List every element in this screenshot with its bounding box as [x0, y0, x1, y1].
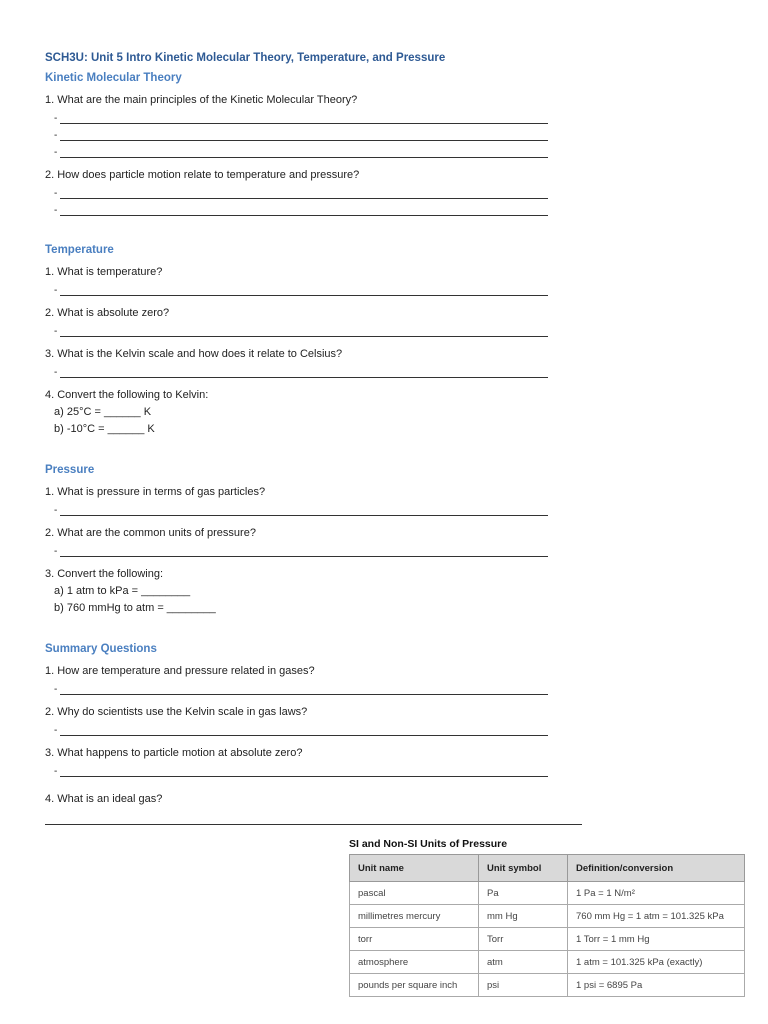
answer-line[interactable]: [54, 186, 735, 199]
table-cell: 1 Pa = 1 N/m²: [568, 882, 745, 905]
table-cell: 1 atm = 101.325 kPa (exactly): [568, 951, 745, 974]
table-header: Unit symbol: [479, 855, 568, 882]
dash: -: [54, 188, 58, 199]
section-heading-kmt: Kinetic Molecular Theory: [45, 72, 182, 84]
table-header: Definition/conversion: [568, 855, 745, 882]
table-cell: Torr: [479, 928, 568, 951]
dash: -: [54, 113, 58, 124]
question-kmt-1: 1. What are the main principles of the Kinetic Molecular Theory?: [45, 94, 358, 106]
question-temp-3: 3. What is the Kelvin scale and how does it relate to Celsius?: [45, 348, 343, 360]
question-summary-1: 1. How are temperature and pressure related in gases?: [45, 665, 315, 677]
table-header-row: [350, 855, 745, 882]
table-cell: psi: [479, 974, 568, 997]
dash: -: [54, 766, 58, 777]
table-row: [350, 974, 745, 997]
dash: -: [54, 546, 58, 557]
section-heading-pressure: Pressure: [45, 464, 95, 476]
answer-line[interactable]: [54, 111, 735, 124]
dash: -: [54, 725, 58, 736]
table-cell: atm: [479, 951, 568, 974]
answer-line[interactable]: [54, 283, 735, 296]
answer-line[interactable]: [54, 145, 735, 158]
dash: -: [54, 684, 58, 695]
dash: -: [54, 147, 58, 158]
units-table-figure: [349, 838, 746, 997]
answer-line[interactable]: [54, 723, 735, 736]
dash: -: [54, 367, 58, 378]
answer-line[interactable]: [54, 203, 735, 216]
question-temp-2: 2. What is absolute zero?: [45, 307, 170, 319]
units-table: [349, 854, 745, 997]
question-summary-2: 2. Why do scientists use the Kelvin scale in gas laws?: [45, 706, 308, 718]
table-cell: 1 Torr = 1 mm Hg: [568, 928, 745, 951]
question-pressure-3a[interactable]: a) 1 atm to kPa = ________: [54, 585, 191, 597]
question-temp-4b[interactable]: b) -10°C = ______ K: [54, 423, 155, 435]
table-row: [350, 928, 745, 951]
answer-line[interactable]: [54, 682, 735, 695]
question-summary-4: 4. What is an ideal gas?: [45, 793, 163, 805]
section-heading-temperature: Temperature: [45, 244, 114, 256]
question-pressure-3b[interactable]: b) 760 mmHg to atm = ________: [54, 602, 216, 614]
answer-line[interactable]: [54, 764, 735, 777]
table-cell: millimetres mercury: [350, 905, 479, 928]
dash: -: [54, 130, 58, 141]
question-pressure-1: 1. What is pressure in terms of gas particles?: [45, 486, 266, 498]
table-cell: atmosphere: [350, 951, 479, 974]
dash: -: [54, 505, 58, 516]
table-cell: Pa: [479, 882, 568, 905]
question-temp-4: 4. Convert the following to Kelvin:: [45, 389, 209, 401]
table-cell: 1 psi = 6895 Pa: [568, 974, 745, 997]
dash: -: [54, 205, 58, 216]
table-header: Unit name: [350, 855, 479, 882]
table-row: [350, 882, 745, 905]
question-temp-4a[interactable]: a) 25°C = ______ K: [54, 406, 152, 418]
answer-line[interactable]: [54, 128, 735, 141]
answer-line[interactable]: [54, 503, 735, 516]
question-pressure-3: 3. Convert the following:: [45, 568, 164, 580]
question-kmt-2: 2. How does particle motion relate to temperature and pressure?: [45, 169, 360, 181]
table-row: [350, 951, 745, 974]
worksheet: [45, 52, 735, 825]
table-cell: pounds per square inch: [350, 974, 479, 997]
question-pressure-2: 2. What are the common units of pressure?: [45, 527, 256, 539]
answer-line[interactable]: [54, 324, 735, 337]
page-title: SCH3U: Unit 5 Intro Kinetic Molecular Theory, Temperature, and Pressure: [45, 52, 446, 64]
answer-line[interactable]: [54, 544, 735, 557]
table-cell: 760 mm Hg = 1 atm = 101.325 kPa: [568, 905, 745, 928]
table-cell: torr: [350, 928, 479, 951]
answer-line[interactable]: [54, 365, 735, 378]
question-summary-3: 3. What happens to particle motion at absolute zero?: [45, 747, 303, 759]
table-row: [350, 905, 745, 928]
section-heading-summary: Summary Questions: [45, 643, 157, 655]
answer-line-full[interactable]: [45, 810, 582, 825]
dash: -: [54, 285, 58, 296]
question-temp-1: 1. What is temperature?: [45, 266, 163, 278]
dash: -: [54, 326, 58, 337]
table-cell: pascal: [350, 882, 479, 905]
table-cell: mm Hg: [479, 905, 568, 928]
table-title: SI and Non-SI Units of Pressure: [349, 838, 508, 850]
